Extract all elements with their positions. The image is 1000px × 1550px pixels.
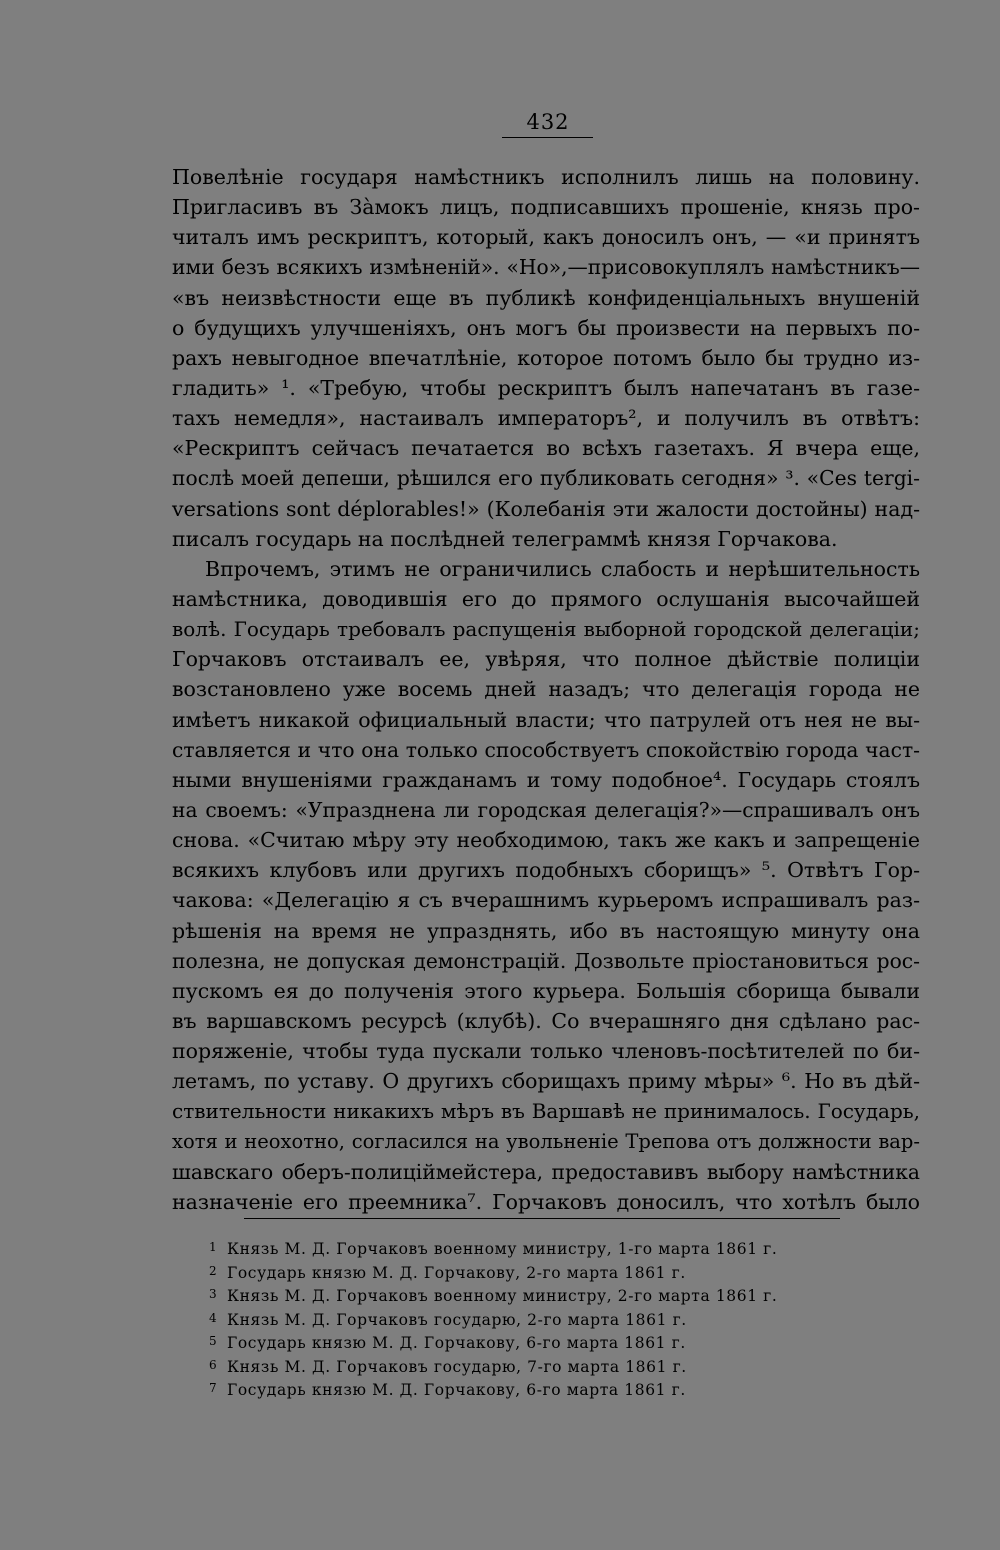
footnote — [209, 1309, 849, 1333]
footnote-text: Князь М. Д. Горчаковъ военному министру, 1-го марта 1861 г. — [227, 1240, 778, 1258]
text-line: тахъ немедля», настаивалъ императоръ², и получилъ въ отвѣтъ: — [172, 406, 920, 431]
main-text — [172, 162, 920, 1217]
text-line: волѣ. Государь требовалъ распущенія выборной городской делегаціи; — [172, 617, 920, 642]
footnote-mark: 2 — [209, 1263, 218, 1278]
text-line: читалъ имъ рескриптъ, который, какъ доносилъ онъ, — «и принятъ — [172, 225, 920, 250]
text-line: гладить» ¹. «Требую, чтобы рескриптъ былъ напечатанъ въ газе- — [172, 375, 920, 400]
text-line: Повелѣніе государя намѣстникъ исполнилъ лишь на половину. — [172, 165, 920, 189]
footnote-text: Князь М. Д. Горчаковъ военному министру, 2-го марта 1861 г. — [227, 1287, 778, 1305]
footnotes — [209, 1238, 849, 1403]
text-line: летамъ, по уставу. О другихъ сборищахъ приму мѣры» ⁶. Но въ дѣй- — [172, 1069, 920, 1094]
text-line: послѣ моей депеши, рѣшился его публиковать сегодня» ³. «Ces tergi- — [172, 466, 920, 491]
footnote-divider — [244, 1218, 840, 1219]
footnote — [209, 1238, 849, 1262]
text-line: имѣетъ никакой официальный власти; что патрулей отъ нея не вы- — [172, 707, 920, 732]
text-line: шавскаго оберъ-полицiймейстера, предоставивъ выбору намѣстника — [172, 1159, 920, 1184]
text-line: пускомъ ея до полученія этого курьера. Большія сборища бывали — [172, 978, 920, 1003]
text-line: «въ неизвѣстности еще въ публикѣ конфиденціальныхъ внушеній — [172, 285, 920, 310]
text-line: на своемъ: «Упразднена ли городская делегація?»—спрашивалъ онъ — [172, 797, 920, 822]
page-number-underline — [502, 137, 593, 138]
footnote — [209, 1379, 849, 1403]
footnote-text: Государь князю М. Д. Горчакову, 2-го марта 1861 г. — [227, 1263, 686, 1282]
text-line: назначеніе его преемника⁷. Горчаковъ доносилъ, что хотѣлъ было — [172, 1189, 920, 1214]
page-number: 432 — [526, 110, 570, 134]
text-line: снова. «Считаю мѣру эту необходимою, такъ же какъ и запрещеніе — [172, 828, 920, 853]
footnote-text: Государь князю М. Д. Горчакову, 6-го марта 1861 г. — [227, 1334, 686, 1352]
footnote-mark: 1 — [209, 1240, 218, 1254]
footnote-mark: 4 — [209, 1310, 218, 1325]
text-line: ставляется и что она только способствуетъ спокойствію города част- — [172, 737, 920, 762]
text-line: ными внушеніями гражданамъ и тому подобное⁴. Государь стоялъ — [172, 767, 920, 792]
text-line: хотя и неохотно, согласился на увольненіе Трепова отъ должности вар- — [172, 1129, 920, 1153]
text-line: Горчаковъ отстаивалъ ее, увѣряя, что полное дѣйствіе полиціи — [172, 647, 920, 672]
footnote — [209, 1356, 849, 1380]
footnote — [209, 1332, 849, 1356]
text-line: намѣстника, доводившія его до прямого ослушанія высочайшей — [172, 586, 920, 611]
text-line: поряженіе, чтобы туда пускали только членовъ-посѣтителей по би- — [172, 1039, 920, 1064]
text-line: Пригласивъ въ Зàмокъ лицъ, подписавшихъ прошеніе, князь про- — [172, 195, 920, 220]
text-line: въ варшавскомъ ресурсѣ (клубѣ). Со вчерашняго дня сдѣлано рас- — [172, 1008, 920, 1033]
text-line: писалъ государь на послѣдней телеграммѣ князя Горчакова. — [172, 526, 838, 551]
footnote-text: Князь М. Д. Горчаковъ государю, 7-го марта 1861 г. — [227, 1357, 687, 1376]
text-line: рѣшенія на время не упразднять, ибо въ настоящую минуту она — [172, 918, 920, 943]
text-line: ствительности никакихъ мѣръ въ Варшавѣ не принималось. Государь, — [172, 1099, 920, 1124]
text-line: Впрочемъ, этимъ не ограничились слабость и нерѣшительность — [205, 556, 920, 581]
footnote — [209, 1262, 849, 1286]
text-line: рахъ невыгодное впечатлѣніе, которое потомъ было бы трудно из- — [172, 345, 920, 370]
footnote — [209, 1285, 849, 1309]
footnote-mark: 6 — [209, 1357, 218, 1372]
footnote-mark: 3 — [209, 1287, 218, 1301]
footnote-mark: 5 — [209, 1334, 218, 1348]
text-line: «Рескриптъ сейчасъ печатается во всѣхъ газетахъ. Я вчера еще, — [172, 436, 920, 461]
text-line: versations sont déplorables!» (Колебанія эти жалости достойны) над- — [172, 496, 920, 521]
text-line: о будущихъ улучшеніяхъ, онъ могъ бы произвести на первыхъ по- — [172, 315, 920, 340]
footnote-text: Государь князю М. Д. Горчакову, 6-го марта 1861 г. — [227, 1381, 686, 1399]
footnote-text: Князь М. Д. Горчаковъ государю, 2-го марта 1861 г. — [227, 1310, 687, 1329]
text-line: всякихъ клубовъ или другихъ подобныхъ сборищъ» ⁵. Отвѣтъ Гор- — [172, 858, 920, 883]
text-line: ими безъ всякихъ измѣненій». «Но»,—присовокуплялъ намѣстникъ— — [172, 255, 920, 280]
text-line: возстановлено уже восемь дней назадъ; что делегація города не — [172, 677, 920, 702]
text-line: чакова: «Делегацію я съ вчерашнимъ курьеромъ испрашивалъ раз- — [172, 888, 920, 913]
text-line: полезна, не допуская демонстрацій. Дозвольте пріостановиться рос- — [172, 948, 920, 973]
footnote-mark: 7 — [209, 1381, 218, 1395]
